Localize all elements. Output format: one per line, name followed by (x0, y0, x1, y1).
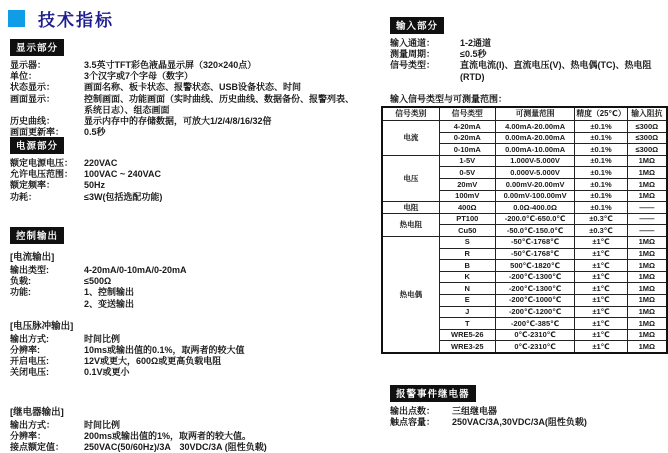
kv-value: 控制画面、功能画面（实时曲线、历史曲线、数据备份、报警列表、系统日志）、组态画面 (84, 93, 355, 115)
table-row (382, 121, 667, 133)
kv-value: 4-20mA/0-10mA/0-20mA (84, 265, 187, 275)
table-cell: 0℃-2310℃ (495, 329, 574, 341)
table-cell: -200.0℃-650.0℃ (495, 213, 574, 225)
table-cell: 0.00mV-100.00mV (495, 190, 574, 202)
kv-row (10, 442, 356, 453)
kv-value: 200ms或输出值的1%，取两者的较大值。 (84, 430, 252, 441)
table-cell: ±0.3℃ (575, 213, 627, 225)
category-cell-voltage: 电压 (382, 155, 439, 201)
group-title: [继电器输出] (10, 406, 64, 418)
header-measure-range: 可测量范围 (495, 107, 574, 121)
kv-value: ≤0.5秒 (460, 49, 487, 60)
kv-label: 开启电压: (10, 356, 49, 367)
kv-row (10, 287, 356, 298)
kv-label: 输出方式: (10, 333, 49, 344)
table-cell: ≤300Ω (627, 144, 667, 156)
table-cell: -200℃-1300℃ (495, 283, 574, 295)
kv-label: 输出类型: (10, 265, 49, 275)
kv-value: 12V或更大，600Ω或更高负载电阻 (84, 356, 222, 367)
kv-row (10, 299, 356, 310)
kv-value: 时间比例 (84, 419, 121, 430)
kv-label: 触点容量： (390, 417, 436, 428)
table-cell: 0-5V (439, 167, 495, 179)
table-cell: ±1℃ (575, 283, 627, 295)
table-cell: 1MΩ (627, 283, 667, 295)
table-cell: 1MΩ (627, 248, 667, 260)
table-cell: S (439, 236, 495, 248)
table-cell: T (439, 318, 495, 330)
table-cell: ≤300Ω (627, 121, 667, 133)
table-cell: 4.00mA-20.00mA (495, 121, 574, 133)
table-cell: N (439, 283, 495, 295)
table-cell: 500℃-1820℃ (495, 260, 574, 272)
kv-value: 3.5英寸TFT彩色液晶显示屏（320×240点） (84, 60, 257, 70)
kv-label: 额定电源电压： (10, 158, 74, 168)
kv-row (10, 116, 356, 127)
table-row (382, 236, 667, 248)
table-cell: K (439, 271, 495, 283)
kv-label: 分辨率: (10, 345, 40, 356)
kv-label: 功耗： (10, 191, 38, 202)
category-cell-resistance: 电阻 (382, 202, 439, 214)
table-cell: 100mV (439, 190, 495, 202)
kv-row (10, 356, 356, 367)
table-cell: ±0.1% (575, 155, 627, 167)
kv-row (10, 367, 356, 378)
table-cell: 0-20mA (439, 132, 495, 144)
table-cell: -200℃-1200℃ (495, 306, 574, 318)
table-cell: 0.00mA-10.00mA (495, 144, 574, 156)
table-cell: ±1℃ (575, 318, 627, 330)
table-cell: ±1℃ (575, 271, 627, 283)
kv-value: 0.1V或更小 (84, 367, 130, 378)
kv-label: 画面更新率： (10, 127, 65, 138)
kv-row (10, 82, 356, 93)
table-cell: ±0.1% (575, 202, 627, 214)
table-cell: 0-10mA (439, 144, 495, 156)
table-cell: 1MΩ (627, 318, 667, 330)
kv-row (10, 158, 356, 169)
group-title: [电流输出] (10, 252, 55, 263)
kv-value: 100VAC ~ 240VAC (84, 169, 161, 180)
kv-value: 1-2通道 (460, 38, 492, 48)
table-header-row (382, 107, 667, 121)
group-title: [电压脉冲输出] (10, 320, 74, 332)
table-cell: 0.0Ω-400.0Ω (495, 202, 574, 214)
input-kv-list (390, 38, 666, 83)
table-row (382, 202, 667, 214)
kv-label: 额定频率： (10, 180, 56, 191)
table-cell: -200℃-385℃ (495, 318, 574, 330)
table-cell: ±1℃ (575, 294, 627, 306)
kv-label: 允许电压范围： (10, 169, 74, 180)
section-control-output (10, 226, 356, 453)
kv-value: 250VAC/3A,30VDC/3A(阻性负载) (452, 417, 587, 428)
table-cell: WRE3-25 (439, 341, 495, 353)
kv-row (10, 431, 356, 442)
table-cell: 1MΩ (627, 341, 667, 353)
header-signal-category: 信号类别 (382, 107, 439, 121)
kv-label: 状态显示： (10, 82, 56, 93)
kv-value: ≤500Ω (84, 276, 112, 287)
page-title: 技术指标 (38, 11, 114, 30)
kv-label: 关闭电压: (10, 367, 49, 378)
kv-label: 分辨率： (10, 430, 47, 441)
kv-value: 3个汉字或7个字母（数字） (84, 71, 194, 82)
group-relay-output (10, 404, 356, 453)
table-cell: —— (627, 202, 667, 214)
category-cell-thermocouple: 热电偶 (382, 236, 439, 352)
table-intro-text: 输入信号类型与可测量范围： (390, 93, 508, 104)
kv-label: 单位： (10, 71, 38, 82)
kv-row (10, 265, 356, 276)
section-header-input: 输入部分 (390, 17, 444, 34)
kv-row (10, 334, 356, 345)
table-cell: —— (627, 213, 667, 225)
table-cell: 0.000V-5.000V (495, 167, 574, 179)
kv-value: 直流电流(I)、直流电压(V)、热电偶(TC)、热电阻(RTD) (460, 60, 652, 82)
table-cell: ±0.1% (575, 121, 627, 133)
header-input-impedance: 输入阻抗 (627, 107, 667, 121)
kv-label: 测量周期： (390, 49, 436, 60)
table-cell: ±0.1% (575, 167, 627, 179)
kv-row (390, 417, 668, 428)
table-cell: 1MΩ (627, 260, 667, 272)
table-cell: 1MΩ (627, 294, 667, 306)
kv-value: 显示内存中的存储数据，可放大1/2/4/8/16/32倍 (84, 116, 272, 127)
kv-label: 历史曲线： (10, 116, 56, 127)
table-cell: WRE5-26 (439, 329, 495, 341)
section-alarm-relay (390, 384, 668, 428)
table-cell: B (439, 260, 495, 272)
table-cell: J (439, 306, 495, 318)
table-cell: 1MΩ (627, 271, 667, 283)
kv-row (390, 38, 666, 49)
kv-label: 信号类型： (390, 60, 436, 71)
table-cell: 1MΩ (627, 178, 667, 190)
kv-value: 三组继电器 (452, 406, 498, 416)
kv-label (10, 299, 84, 310)
table-row (382, 155, 667, 167)
table-cell: ±0.3℃ (575, 225, 627, 237)
table-cell: ±1℃ (575, 341, 627, 353)
table-cell: ±1℃ (575, 260, 627, 272)
table-cell: 0℃-2310℃ (495, 341, 574, 353)
table-row (382, 213, 667, 225)
table-cell: 1MΩ (627, 190, 667, 202)
kv-value: 50Hz (84, 180, 106, 191)
power-kv-list (10, 158, 356, 203)
kv-label: 显示器： (10, 60, 47, 70)
kv-value: 画面名称、板卡状态、报警状态、USB设备状态、时间 (84, 82, 302, 93)
table-cell: 1-5V (439, 155, 495, 167)
kv-value: ≤3W(包括选配功能) (84, 191, 163, 202)
kv-row (390, 60, 666, 82)
table-cell: 1MΩ (627, 155, 667, 167)
kv-row (10, 345, 356, 356)
kv-value: 10ms或输出值的0.1%，取两者的较大值 (84, 345, 245, 356)
kv-label: 功能: (10, 287, 31, 298)
group-voltage-pulse-output (10, 318, 356, 379)
kv-row (10, 192, 356, 203)
kv-row (10, 169, 356, 180)
kv-value: 时间比例 (84, 333, 121, 344)
kv-value: 250VAC(50/60Hz)/3A 30VDC/3A (阻性负载) (84, 442, 267, 453)
table-cell: E (439, 294, 495, 306)
kv-label: 输出点数： (390, 406, 436, 416)
kv-row (10, 180, 356, 191)
table-cell: ±0.1% (575, 144, 627, 156)
table-cell: 0.00mV-20.00mV (495, 178, 574, 190)
signal-range-table (381, 106, 668, 354)
table-cell: ±0.1% (575, 190, 627, 202)
kv-value: 1、控制输出 (84, 287, 135, 298)
kv-label: 接点额定值： (10, 442, 65, 453)
table-cell: -200℃-1300℃ (495, 271, 574, 283)
kv-row (390, 49, 666, 60)
table-cell: 1MΩ (627, 329, 667, 341)
kv-row (390, 406, 668, 417)
table-cell: 1MΩ (627, 167, 667, 179)
kv-row (10, 94, 356, 116)
kv-value: 2、变送输出 (84, 298, 135, 309)
table-cell: -50℃-1768℃ (495, 248, 574, 260)
table-cell: ±1℃ (575, 248, 627, 260)
display-kv-list (10, 60, 356, 138)
table-cell: ±0.1% (575, 178, 627, 190)
table-cell: PT100 (439, 213, 495, 225)
kv-value: 0.5秒 (84, 127, 106, 138)
table-cell: 1MΩ (627, 306, 667, 318)
table-cell: 4-20mA (439, 121, 495, 133)
kv-label: 输出方式： (10, 419, 56, 430)
header-accuracy: 精度（25℃） (575, 107, 627, 121)
table-cell: 400Ω (439, 202, 495, 214)
title-bullet-icon (8, 10, 25, 27)
table-cell: 1MΩ (627, 236, 667, 248)
kv-label: 输入通道： (390, 38, 436, 48)
table-cell: 20mV (439, 178, 495, 190)
table-cell: 0.00mA-20.00mA (495, 132, 574, 144)
table-cell: -50.0℃-150.0℃ (495, 225, 574, 237)
section-header-display: 显示部分 (10, 39, 64, 56)
section-header-alarm-relay: 报警事件继电器 (390, 385, 476, 402)
table-cell: 1.000V-5.000V (495, 155, 574, 167)
section-display (10, 38, 356, 138)
section-header-power: 电源部分 (10, 137, 64, 154)
table-cell: ±1℃ (575, 329, 627, 341)
kv-label: 负载: (10, 276, 31, 287)
category-cell-current: 电流 (382, 121, 439, 156)
table-cell: ±1℃ (575, 236, 627, 248)
alarm-kv-list (390, 406, 668, 428)
kv-value: 220VAC (84, 158, 118, 168)
section-power (10, 136, 356, 203)
category-cell-rtd: 热电阻 (382, 213, 439, 236)
kv-row (10, 420, 356, 431)
table-cell: -50℃-1768℃ (495, 236, 574, 248)
kv-row (10, 60, 356, 71)
table-cell: ±0.1% (575, 132, 627, 144)
table-cell: Cu50 (439, 225, 495, 237)
header-signal-type: 信号类型 (439, 107, 495, 121)
table-cell: ±1℃ (575, 306, 627, 318)
kv-row (10, 71, 356, 82)
kv-row (10, 276, 356, 287)
section-input (390, 16, 666, 105)
table-cell: R (439, 248, 495, 260)
title-bar (8, 6, 114, 31)
section-header-control-output: 控制输出 (10, 227, 64, 244)
kv-label: 画面显示： (10, 93, 56, 104)
table-cell: ≤300Ω (627, 132, 667, 144)
table-cell: —— (627, 225, 667, 237)
table-cell: -200℃-1000℃ (495, 294, 574, 306)
group-current-output (10, 249, 356, 310)
